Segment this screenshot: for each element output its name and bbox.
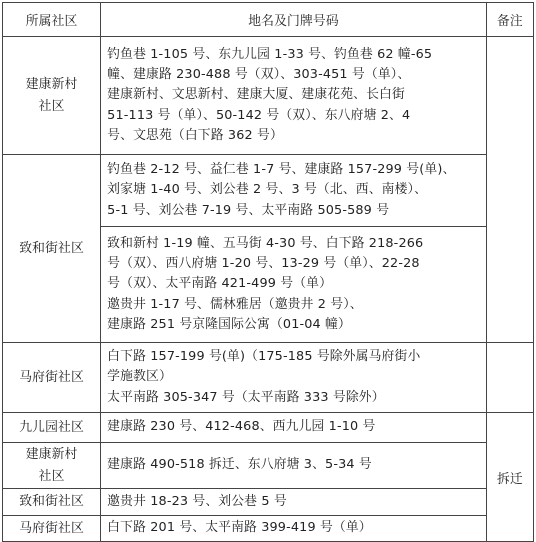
note-cell: [486, 343, 533, 413]
address-line: 51-113 号（单）、50-142 号（双）、东八府塘 2、4: [107, 107, 411, 123]
address-cell: [101, 37, 487, 155]
address-cell: [101, 155, 487, 227]
address-line: 太平南路 305-347 号（太平南路 333 号除外）: [107, 389, 385, 405]
address-cell: [101, 227, 487, 343]
header-note: 备注: [486, 3, 533, 37]
community-cell: 建康新村社区: [3, 37, 101, 155]
address-line: 致和新村 1-19 幢、五马街 4-30 号、白下路 218-266: [107, 235, 424, 251]
note-demolition: 拆迁: [486, 413, 533, 542]
header-community: 所属社区: [3, 3, 101, 37]
address-line: 邀贵井 18-23 号、刘公巷 5 号: [107, 493, 287, 509]
table-header-row: [3, 3, 534, 37]
table-row: [3, 343, 534, 413]
address-cell: [101, 443, 487, 489]
table-row: [3, 443, 534, 489]
address-line: 建康路 251 号京隆国际公寓（01-04 幢）: [107, 316, 351, 332]
header-address: 地名及门牌号码: [101, 3, 487, 37]
address-cell: [101, 489, 487, 516]
community-cell: 致和街社区: [3, 155, 101, 343]
community-cell: 马府街社区: [3, 343, 101, 413]
community-cell: 建康新村社区: [3, 443, 101, 489]
table-row: [3, 489, 534, 516]
table-row: [3, 155, 534, 227]
address-cell: [101, 413, 487, 443]
table-row: [3, 37, 534, 155]
table-row: [3, 516, 534, 542]
address-line: 钓鱼巷 2-12 号、益仁巷 1-7 号、建康路 157-299 号(单)、: [107, 162, 456, 178]
address-line: 建康路 490-518 拆迁、东八府塘 3、5-34 号: [107, 457, 372, 473]
address-line: 建康路 230 号、412-468、西九儿园 1-10 号: [107, 419, 376, 435]
address-line: 建康新村、文思新村、建康大厦、建康花苑、长白街: [107, 87, 405, 103]
address-line: 邀贵井 1-17 号、儒林雅居（邀贵井 2 号）、: [107, 296, 363, 312]
note-cell: [486, 37, 533, 343]
address-line: 白下路 157-199 号(单)（175-185 号除外属马府街小: [107, 349, 421, 365]
address-line: 号、文思苑（白下路 362 号）: [107, 127, 283, 143]
address-line: 白下路 201 号、太平南路 399-419 号（单）: [107, 520, 372, 536]
address-line: 5-1 号、刘公巷 7-19 号、太平南路 505-589 号: [107, 202, 390, 218]
address-line: 号（双）、太平南路 421-499 号（单）: [107, 276, 333, 292]
community-cell: 九儿园社区: [3, 413, 101, 443]
address-cell: [101, 343, 487, 413]
address-line: 刘家塘 1-40 号、刘公巷 2 号、3 号（北、西、南楼）、: [107, 182, 428, 198]
table-row: [3, 413, 534, 443]
address-line: 号（双）、西八府塘 1-20 号、13-29 号（单）、22-28: [107, 256, 420, 272]
community-cell: 马府街社区: [3, 516, 101, 542]
address-line: 学施教区）: [107, 369, 172, 385]
address-cell: [101, 516, 487, 542]
community-cell: 致和街社区: [3, 489, 101, 516]
address-line: 幢、建康路 230-488 号（双）、303-451 号（单）、: [107, 67, 411, 83]
address-table: [2, 2, 534, 542]
address-line: 钓鱼巷 1-105 号、东九儿园 1-33 号、钓鱼巷 62 幢-65: [107, 46, 433, 62]
